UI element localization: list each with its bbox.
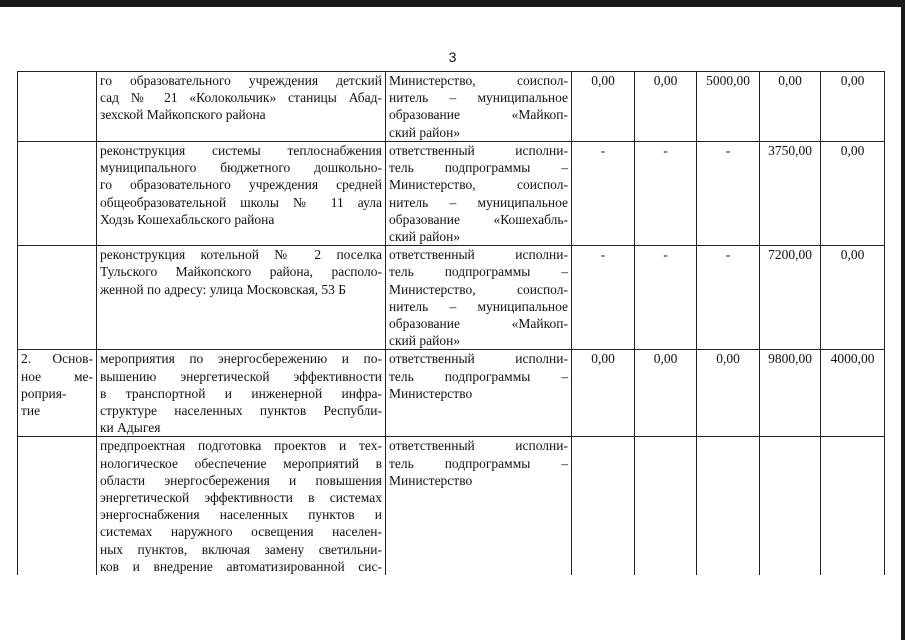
activity-description-cell: го образовательного учреждения детский сад № 21 «Колокольчик» станицы Абад- зехской Майкопского района: [97, 72, 386, 142]
value-cell: [821, 437, 885, 575]
value-cell: -: [635, 246, 697, 350]
value-cell: -: [635, 142, 697, 246]
value-cell: 0,00: [697, 350, 760, 437]
value-cell: 0,00: [635, 72, 697, 142]
value-cell: 0,00: [635, 350, 697, 437]
value-cell: -: [697, 142, 760, 246]
value-cell: 0,00: [821, 72, 885, 142]
value-cell: 9800,00: [760, 350, 821, 437]
responsible-cell: ответственный исполни- тель подпрограммы – Министерство: [386, 350, 572, 437]
activity-description-cell: мероприятия по энергосбережению и по- вышению энергетической эффективности в транспортной и инженерной инфра- структуре населенных пунктов Республи- ки Адыгея: [97, 350, 386, 437]
value-cell: -: [572, 246, 635, 350]
scan-right-border: [901, 0, 905, 640]
activity-description-cell: реконструкция котельной № 2 поселка Тульского Майкопского района, располо- женной по адресу: улица Московская, 53 Б: [97, 246, 386, 350]
category-cell: [18, 437, 97, 575]
table-row: [18, 350, 885, 437]
scan-top-border: [0, 0, 905, 7]
value-cell: 0,00: [572, 350, 635, 437]
value-cell: 4000,00: [821, 350, 885, 437]
value-cell: 7200,00: [760, 246, 821, 350]
responsible-cell: ответственный исполни- тель подпрограммы – Министерство: [386, 437, 572, 575]
responsible-cell: ответственный исполни- тель подпрограммы – Министерство, соиспол- нитель – муниципальное образование «Майкоп- ский район»: [386, 246, 572, 350]
value-cell: 0,00: [760, 72, 821, 142]
table-row: [18, 142, 885, 246]
value-cell: 0,00: [821, 142, 885, 246]
value-cell: 5000,00: [697, 72, 760, 142]
value-cell: [760, 437, 821, 575]
value-cell: 0,00: [821, 246, 885, 350]
value-cell: -: [697, 246, 760, 350]
category-cell: [18, 72, 97, 142]
page-number: 3: [448, 49, 457, 65]
responsible-cell: ответственный исполни- тель подпрограммы – Министерство, соиспол- нитель – муниципальное образование «Кошехабль- ский район»: [386, 142, 572, 246]
category-cell: [18, 246, 97, 350]
value-cell: -: [572, 142, 635, 246]
category-cell: 2. Основ- ное ме- роприя- тие: [18, 350, 97, 437]
category-cell: [18, 142, 97, 246]
table-row: [18, 72, 885, 142]
value-cell: [635, 437, 697, 575]
responsible-cell: Министерство, соиспол- нитель – муниципальное образование «Майкоп- ский район»: [386, 72, 572, 142]
activity-description-cell: предпроектная подготовка проектов и тех- нологическое обеспечение мероприятий в области энергосбережения и повышения энергетической эффективности в системах энергоснабжения населенных пунктов и системах наружного освещения населен- ных пунктов, включая замену светильни- ков и внедрение автоматизированной сис-: [97, 437, 386, 575]
value-cell: 0,00: [572, 72, 635, 142]
table-row: [18, 246, 885, 350]
value-cell: [572, 437, 635, 575]
table-row: [18, 437, 885, 575]
value-cell: 3750,00: [760, 142, 821, 246]
program-activities-table: [17, 71, 885, 575]
value-cell: [697, 437, 760, 575]
activity-description-cell: реконструкция системы теплоснабжения муниципального бюджетного дошкольно- го образовательного учреждения средней общеобразовательной школы № 11 аула Ходзь Кошехабльского района: [97, 142, 386, 246]
